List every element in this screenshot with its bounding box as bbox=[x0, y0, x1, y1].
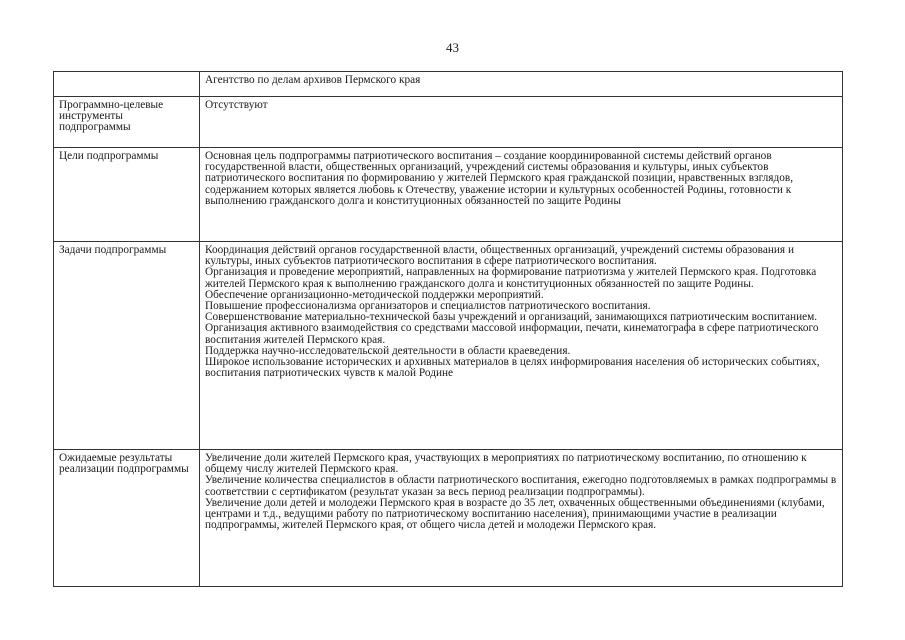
row-content bbox=[200, 97, 843, 148]
passport-table bbox=[53, 71, 843, 587]
paragraph: Основная цель подпрограммы патриотического воспитания – создание координированной системы действий органов государственной власти, общественных организаций, учреждений системы образования и культуры, иных субъектов патриотического воспитания по формированию у жителей Пермского края гражданской позиции, нравственных взглядов, содержанием которых является любовь к Отечеству, уважение истории и культурных особенностей Родины, готовности к выполнению гражданского долга и конституционных обязанностей по защите Родины bbox=[205, 150, 794, 207]
row-label: Программно-целевые инструменты подпрограммы bbox=[54, 97, 200, 148]
paragraph: Широкое использование исторических и архивных материалов в целях информирования населения об исторических событиях, воспитания патриотических чувств к малой Родине bbox=[205, 356, 820, 380]
row-content bbox=[200, 242, 843, 450]
row-content bbox=[200, 148, 843, 242]
paragraph: Увеличение доли жителей Пермского края, участвующих в мероприятиях по патриотическому воспитанию, по отношению к общему числу жителей Пермского края. bbox=[205, 452, 807, 476]
row-label: Задачи подпрограммы bbox=[54, 242, 200, 450]
row-content bbox=[200, 450, 843, 587]
paragraph: Обеспечение организационно-методической поддержки мероприятий. bbox=[205, 288, 544, 301]
table-row bbox=[54, 450, 843, 587]
table-row bbox=[54, 72, 843, 97]
table-row bbox=[54, 97, 843, 148]
paragraph: Совершенствование материально-технической базы учреждений и организаций, занимающихся патриотическим воспитанием. Организация активного взаимодействия со средствами массовой информации, печати, кинематографа в сфере патриотического воспитания жителей Пермского края. bbox=[205, 311, 819, 346]
row-label bbox=[54, 72, 200, 97]
paragraph: Организация и проведение мероприятий, направленных на формирование патриотизма у жителей Пермского края. Подготовка жителей Пермского края к выполнению гражданского долга и конституционных обязанностей по защите Родины. bbox=[205, 266, 817, 290]
paragraph: Агентство по делам архивов Пермского края bbox=[205, 74, 421, 86]
paragraph: Увеличение количества специалистов в области патриотического воспитания, ежегодно подготовляемых в рамках подпрограммы в соответствии с сертификатом (результат указан за весь период реализации подпрограммы). bbox=[205, 474, 837, 498]
paragraph: Поддержка научно-исследовательской деятельности в области краеведения. bbox=[205, 344, 571, 357]
paragraph: Повышение профессионализма организаторов и специалистов патриотического воспитания. bbox=[205, 300, 651, 313]
paragraph: Координация действий органов государственной власти, общественных организаций, учреждений системы образования и культуры, иных субъектов патриотического воспитания в сфере патриотического воспитания. bbox=[205, 244, 794, 268]
row-label: Цели подпрограммы bbox=[54, 148, 200, 242]
row-label: Ожидаемые результаты реализации подпрограммы bbox=[54, 450, 200, 587]
row-content bbox=[200, 72, 843, 97]
paragraph: Отсутствуют bbox=[205, 99, 268, 111]
table-row bbox=[54, 242, 843, 450]
table-row bbox=[54, 148, 843, 242]
paragraph: Увеличение доли детей и молодежи Пермского края в возрасте до 35 лет, охваченных общественными объединениями (клубами, центрами и т.д., ведущими работу по патриотическому воспитанию населения), принимающими участие в реализации подпрограммы, жителей Пермского края, от общего числа детей и молодежи Пермского края. bbox=[205, 496, 825, 532]
page-number: 43 bbox=[446, 40, 459, 55]
